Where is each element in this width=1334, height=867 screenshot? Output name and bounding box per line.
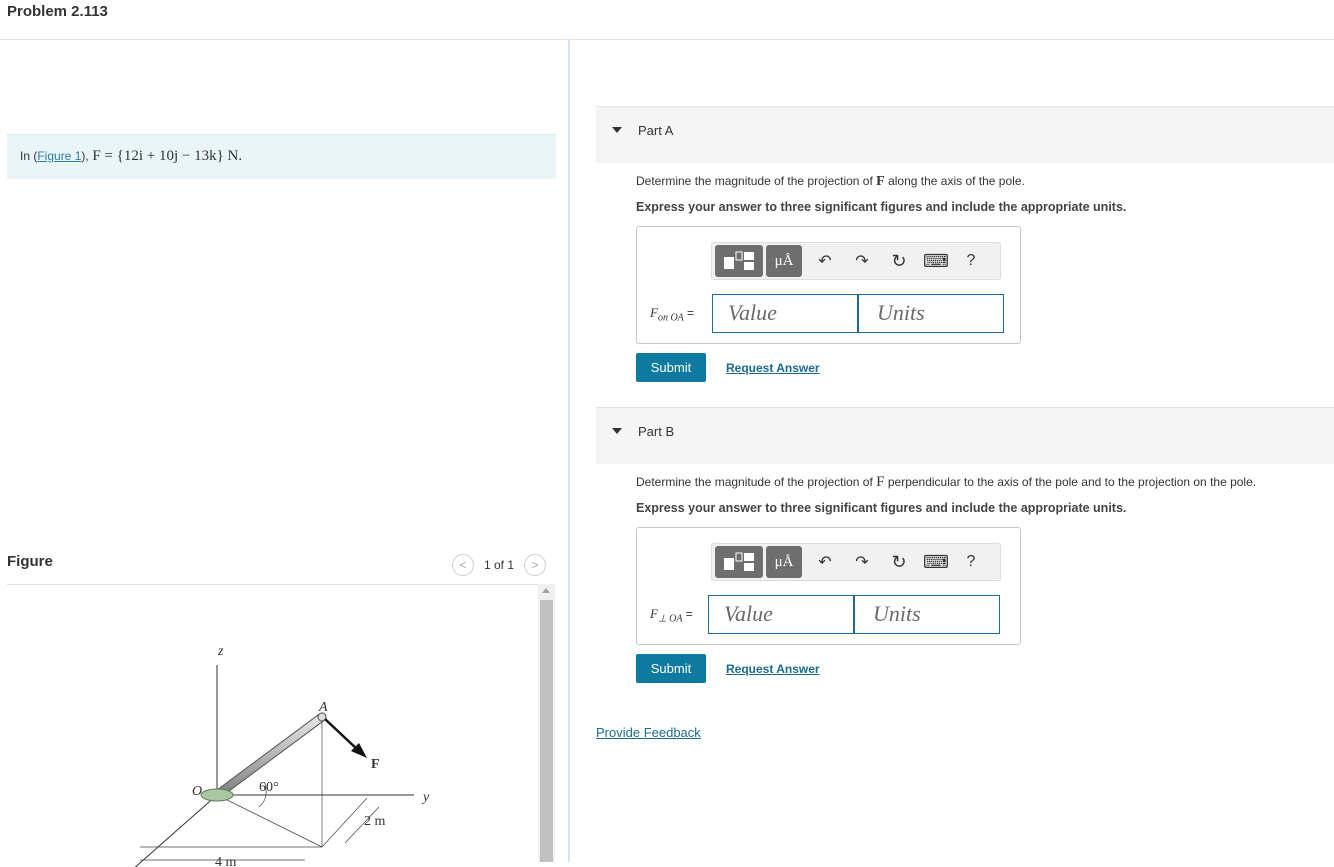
left-panel	[0, 40, 568, 867]
label-o: O	[192, 784, 203, 799]
figure-count: 1 of 1	[484, 558, 515, 572]
force-arrow-shaft	[325, 719, 359, 751]
part-b-var: F	[650, 606, 658, 621]
label-y: y	[423, 790, 430, 805]
templates-icon	[722, 550, 756, 574]
part-a-question	[636, 174, 1025, 190]
units-button[interactable]: μÅ	[766, 245, 802, 277]
scrollbar-thumb[interactable]	[540, 600, 553, 862]
problem-header	[0, 0, 1334, 40]
undo-icon[interactable]: ↶	[818, 554, 832, 571]
collapse-triangle-icon	[612, 127, 622, 133]
part-b-force-symbol: F	[876, 474, 885, 490]
intro-statement	[7, 134, 556, 179]
part-b-equals: =	[685, 607, 693, 621]
undo-icon[interactable]: ↶	[818, 253, 832, 270]
part-a-question-text: Determine the magnitude of the projection of	[636, 174, 873, 188]
templates-button[interactable]	[715, 546, 763, 578]
redo-icon[interactable]: ↷	[855, 554, 869, 571]
figure-scrollbar[interactable]	[538, 584, 555, 862]
diagonal-line	[217, 795, 322, 847]
help-icon[interactable]: ?	[966, 553, 976, 570]
label-a: A	[319, 700, 328, 715]
part-b-submit-button[interactable]: Submit	[636, 654, 706, 683]
label-2m: 2 m	[364, 814, 386, 829]
part-b-answer-box	[636, 527, 1021, 645]
scroll-up-arrow-icon[interactable]	[542, 588, 550, 593]
templates-button[interactable]	[715, 245, 763, 277]
part-a-request-answer-link[interactable]: Request Answer	[726, 361, 820, 375]
prev-figure-button[interactable]: <	[452, 554, 474, 576]
label-angle: 60°	[259, 780, 279, 795]
part-b-title: Part B	[638, 424, 675, 439]
part-a-title: Part A	[638, 123, 674, 138]
label-4m: 4 m	[215, 855, 237, 867]
problem-title: Problem 2.113	[7, 3, 108, 20]
units-button[interactable]: μÅ	[766, 546, 802, 578]
part-a-var-subscript: on OA	[657, 312, 684, 324]
figure-link[interactable]: Figure 1	[37, 149, 82, 163]
part-a-toolbar	[711, 242, 1001, 280]
part-a-header[interactable]	[596, 106, 1334, 163]
label-f: F	[371, 757, 380, 772]
redo-icon[interactable]: ↷	[855, 253, 869, 270]
pole-diagram	[7, 585, 538, 867]
part-a-question-tail: along the axis of the pole.	[888, 174, 1025, 188]
part-a-value-input[interactable]: Value	[712, 294, 858, 333]
figure-diagram	[7, 585, 538, 867]
base-line-y	[322, 798, 367, 847]
reset-icon[interactable]: ↻	[891, 250, 907, 271]
part-a-force-symbol: F	[876, 174, 885, 189]
part-b-var-subscript: ⊥ OA	[657, 613, 683, 625]
part-b-request-answer-link[interactable]: Request Answer	[726, 662, 820, 676]
pole-base-plate	[201, 789, 233, 801]
part-a-submit-button[interactable]: Submit	[636, 353, 706, 382]
templates-icon	[722, 249, 756, 273]
part-a-instruction: Express your answer to three significant figures and include the appropriate units.	[636, 200, 1127, 214]
part-b-header[interactable]	[596, 407, 1334, 464]
figure-pager	[452, 553, 546, 577]
collapse-triangle-icon	[612, 428, 622, 434]
help-icon[interactable]: ?	[966, 252, 976, 269]
keyboard-icon[interactable]: ⌨	[923, 250, 949, 271]
figure-title: Figure	[7, 553, 53, 570]
provide-feedback-link[interactable]: Provide Feedback	[596, 725, 701, 740]
right-panel	[570, 40, 1334, 862]
part-a-units-input[interactable]: Units	[858, 294, 1004, 333]
part-b-value-input[interactable]: Value	[708, 595, 854, 634]
part-a-var: F	[650, 305, 658, 320]
part-a-variable-label	[650, 305, 694, 324]
part-b-question-text: Determine the magnitude of the projection of	[636, 475, 873, 489]
part-b-units-input[interactable]: Units	[854, 595, 1000, 634]
part-a-answer-box	[636, 226, 1021, 344]
part-a-equals: =	[687, 306, 695, 320]
intro-prefix: In (	[20, 149, 38, 163]
x-axis	[132, 795, 217, 867]
next-figure-button[interactable]: >	[524, 554, 546, 576]
part-b-question-tail: perpendicular to the axis of the pole and to the projection on the pole.	[887, 475, 1257, 489]
keyboard-icon[interactable]: ⌨	[923, 551, 949, 572]
label-z: z	[218, 644, 224, 659]
part-b-variable-label	[650, 606, 693, 625]
part-b-question	[636, 474, 1256, 491]
intro-suffix: ),	[81, 149, 89, 163]
force-equation: F = {12i + 10j − 13k} N.	[92, 148, 243, 164]
reset-icon[interactable]: ↻	[891, 551, 907, 572]
part-b-instruction: Express your answer to three significant figures and include the appropriate units.	[636, 501, 1127, 515]
part-b-toolbar	[711, 543, 1001, 581]
